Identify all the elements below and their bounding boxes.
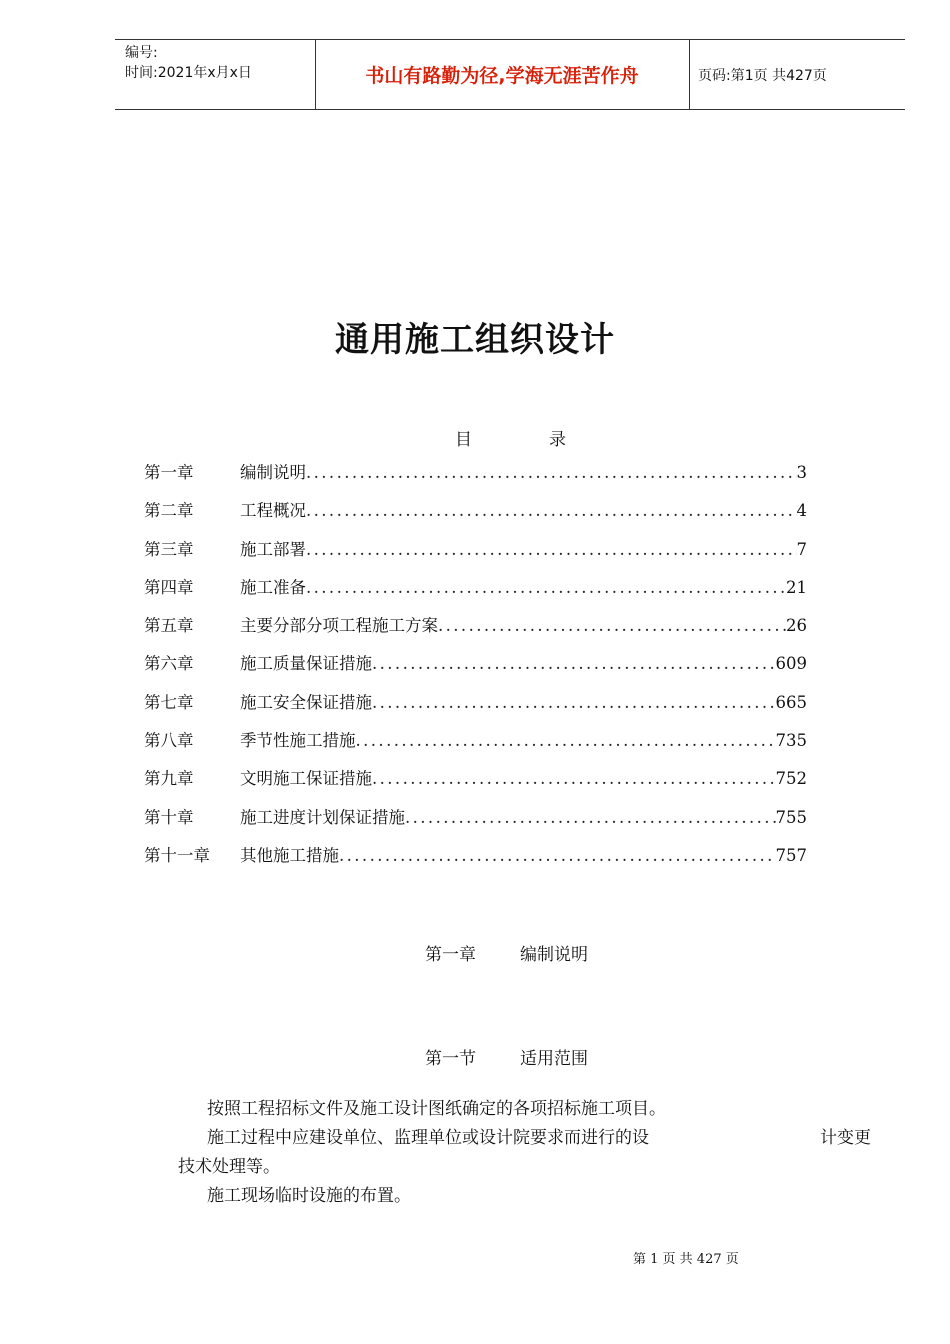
body-paragraph-2-line-1: 施工过程中应建设单位、监理单位或设计院要求而进行的设 (207, 1128, 649, 1148)
toc-name: 工程概况 (240, 501, 306, 521)
toc-entry[interactable] (144, 461, 807, 499)
section-number: 第一节 (425, 1049, 476, 1069)
toc-entry[interactable] (144, 538, 807, 576)
toc-page: 26 (786, 616, 807, 636)
toc-chapter: 第三章 (144, 539, 194, 559)
toc-name: 其他施工措施 (240, 845, 339, 865)
body-paragraph-3: 施工现场临时设施的布置。 (207, 1186, 411, 1206)
page-footer: 第 1 页 共 427 页 (633, 1252, 739, 1267)
chapter-name: 编制说明 (520, 945, 588, 965)
toc-entry[interactable] (144, 614, 807, 652)
header-meta-cell (115, 40, 316, 109)
toc-page: 757 (775, 845, 807, 865)
body-paragraph-2-line-1-tail: 计变更 (820, 1128, 871, 1148)
section-name: 适用范围 (520, 1049, 588, 1069)
chapter-heading (0, 940, 950, 964)
toc-leader (306, 576, 786, 600)
toc-leader (372, 767, 776, 791)
toc-chapter: 第四章 (144, 577, 194, 597)
toc-leader (306, 499, 797, 523)
toc-chapter: 第二章 (144, 501, 194, 521)
body-paragraph-2-line-2: 技术处理等。 (178, 1157, 280, 1177)
toc-heading-part-2: 录 (549, 430, 566, 450)
time-label: 时间:2021年x月x日 (125, 65, 252, 81)
toc-chapter: 第十一章 (144, 845, 210, 865)
table-of-contents (144, 461, 807, 882)
toc-name: 施工准备 (240, 577, 306, 597)
toc-entry[interactable] (144, 691, 807, 729)
toc-leader (438, 614, 786, 638)
toc-chapter: 第六章 (144, 654, 194, 674)
toc-name: 施工进度计划保证措施 (240, 807, 405, 827)
page-info: 页码:第1页 共427页 (698, 67, 827, 84)
toc-page: 3 (796, 463, 807, 482)
toc-name: 季节性施工措施 (240, 731, 356, 751)
body-paragraph-1: 按照工程招标文件及施工设计图纸确定的各项招标施工项目。 (207, 1099, 666, 1119)
toc-entry[interactable] (144, 767, 807, 805)
toc-name: 编制说明 (240, 463, 306, 482)
toc-leader (306, 461, 797, 485)
toc-leader (405, 806, 776, 830)
toc-name: 施工安全保证措施 (240, 692, 372, 712)
toc-leader (306, 538, 797, 562)
toc-page: 609 (775, 654, 807, 674)
toc-heading-part-1: 目 (455, 430, 472, 450)
toc-page: 4 (796, 501, 807, 521)
toc-entry[interactable] (144, 576, 807, 614)
toc-name: 文明施工保证措施 (240, 769, 372, 789)
toc-entry[interactable] (144, 844, 807, 882)
toc-page: 21 (786, 577, 807, 597)
toc-chapter: 第七章 (144, 692, 194, 712)
motto: 书山有路勤为径,学海无涯苦作舟 (315, 40, 690, 109)
toc-chapter: 第五章 (144, 616, 194, 636)
toc-name: 主要分部分项工程施工方案 (240, 616, 438, 636)
toc-entry[interactable] (144, 806, 807, 844)
chapter-number: 第一章 (425, 945, 476, 965)
section-heading (0, 1044, 950, 1068)
toc-page: 665 (775, 692, 807, 712)
toc-name: 施工部署 (240, 539, 306, 559)
toc-page: 752 (775, 769, 807, 789)
toc-page: 7 (796, 539, 807, 559)
toc-leader (372, 652, 776, 676)
toc-leader (372, 691, 776, 715)
toc-entry[interactable] (144, 499, 807, 537)
toc-leader (339, 844, 776, 868)
header-table (115, 39, 905, 110)
toc-chapter: 第十章 (144, 807, 194, 827)
toc-leader (356, 729, 776, 753)
header-page-info-cell (690, 40, 905, 109)
number-label: 编号: (125, 45, 158, 61)
toc-entry[interactable] (144, 652, 807, 690)
toc-page: 735 (775, 731, 807, 751)
toc-chapter: 第九章 (144, 769, 194, 789)
document-title: 通用施工组织设计 (335, 320, 615, 360)
toc-chapter: 第八章 (144, 731, 194, 751)
toc-page: 755 (775, 807, 807, 827)
toc-name: 施工质量保证措施 (240, 654, 372, 674)
toc-entry[interactable] (144, 729, 807, 767)
toc-chapter: 第一章 (144, 463, 194, 482)
toc-heading (0, 425, 950, 449)
